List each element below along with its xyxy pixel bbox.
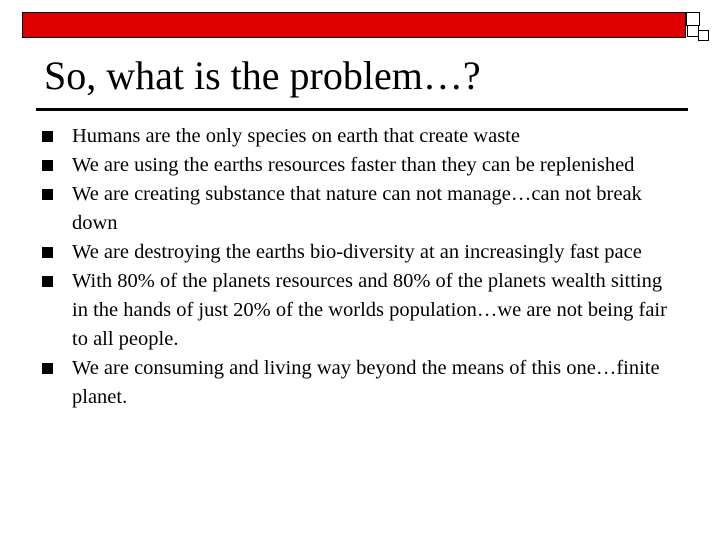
square-bullet-icon [42, 131, 53, 142]
bullet-text: Humans are the only species on earth that create waste [72, 125, 520, 147]
square-bullet-icon [42, 160, 53, 171]
list-item [42, 267, 682, 354]
bullet-text: With 80% of the planets resources and 80% of the planets wealth sitting in the hands of just 20% of the worlds population…we are not being fair to all people. [72, 270, 667, 350]
bullet-text: We are creating substance that nature can not manage…can not break down [72, 183, 642, 234]
title-divider [36, 108, 688, 111]
bullet-text: We are consuming and living way beyond the means of this one…finite planet. [72, 357, 660, 408]
slide-title: So, what is the problem…? [44, 53, 481, 98]
bullet-text: We are destroying the earths bio-diversity at an increasingly fast pace [72, 241, 642, 263]
list-item [42, 180, 682, 238]
square-bullet-icon [42, 363, 53, 374]
bullet-text: We are using the earths resources faster than they can be replenished [72, 154, 635, 176]
square-bullet-icon [42, 276, 53, 287]
square-bullet-icon [42, 189, 53, 200]
list-item [42, 122, 682, 151]
list-item [42, 151, 682, 180]
corner-square-decoration [686, 12, 700, 26]
bullet-list [42, 122, 682, 412]
header-accent-bar [22, 12, 686, 38]
corner-square-decoration [698, 30, 709, 41]
square-bullet-icon [42, 247, 53, 258]
list-item [42, 238, 682, 267]
list-item [42, 354, 682, 412]
